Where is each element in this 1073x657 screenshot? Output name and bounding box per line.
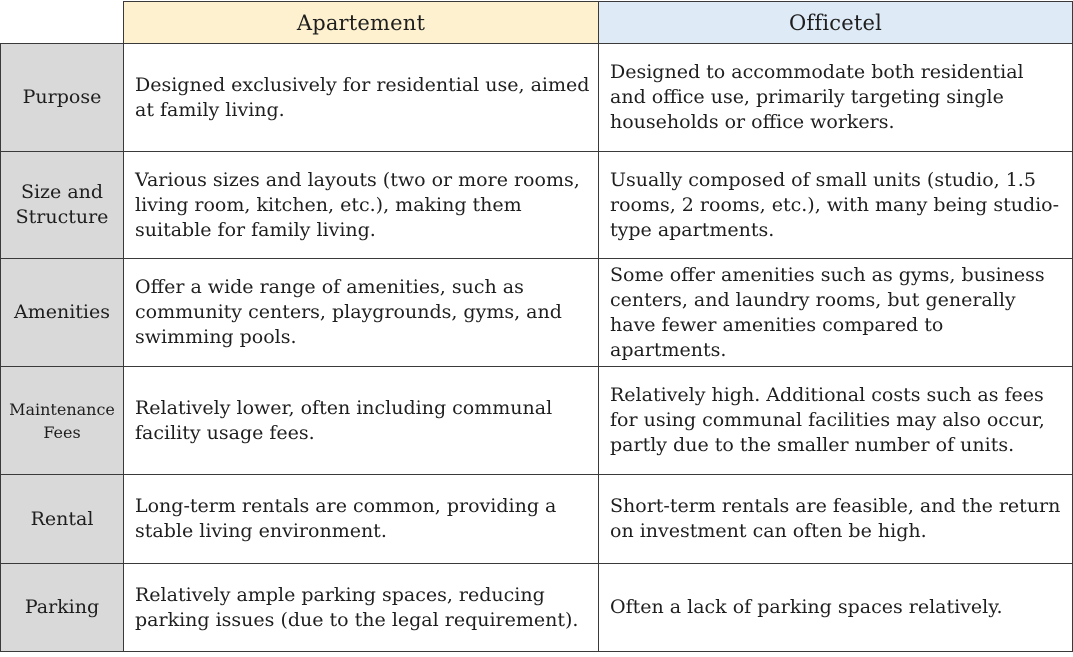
row-label-parking: Parking <box>1 564 124 652</box>
apartment-cell: Relatively lower, often including communal facility usage fees. <box>124 367 599 475</box>
table-row <box>1 44 1073 152</box>
officetel-cell: Often a lack of parking spaces relatively. <box>599 564 1073 652</box>
column-header-officetel: Officetel <box>599 2 1073 44</box>
row-label-size-and-structure <box>1 152 124 259</box>
corner-cell <box>1 2 124 44</box>
table-row <box>1 367 1073 475</box>
officetel-cell: Some offer amenities such as gyms, business centers, and laundry rooms, but generally have fewer amenities compared to apartments. <box>599 259 1073 367</box>
row-label-purpose: Purpose <box>1 44 124 152</box>
officetel-cell: Relatively high. Additional costs such as fees for using communal facilities may also occur, partly due to the smaller number of units. <box>599 367 1073 475</box>
table-row <box>1 259 1073 367</box>
row-label-amenities: Amenities <box>1 259 124 367</box>
column-header-apartment: Apartement <box>124 2 599 44</box>
officetel-cell: Short-term rentals are feasible, and the return on investment can often be high. <box>599 475 1073 564</box>
row-label-line: Maintenance Fees <box>9 399 115 442</box>
table-row <box>1 475 1073 564</box>
officetel-cell: Usually composed of small units (studio, 1.5 rooms, 2 rooms, etc.), with many being studio-type apartments. <box>599 152 1073 259</box>
apartment-cell: Various sizes and layouts (two or more rooms, living room, kitchen, etc.), making them suitable for family living. <box>124 152 599 259</box>
apartment-cell: Relatively ample parking spaces, reducing parking issues (due to the legal requirement). <box>124 564 599 652</box>
row-label-line: Size and Structure <box>15 181 109 228</box>
row-label-maintenance-fees <box>1 367 124 475</box>
apartment-cell: Long-term rentals are common, providing a stable living environment. <box>124 475 599 564</box>
table-row <box>1 152 1073 259</box>
officetel-cell: Designed to accommodate both residential and office use, primarily targeting single households or office workers. <box>599 44 1073 152</box>
apartment-cell: Designed exclusively for residential use, aimed at family living. <box>124 44 599 152</box>
table-row <box>1 564 1073 652</box>
apartment-cell: Offer a wide range of amenities, such as community centers, playgrounds, gyms, and swimming pools. <box>124 259 599 367</box>
header-row <box>1 2 1073 44</box>
comparison-table <box>0 1 1073 652</box>
row-label-rental: Rental <box>1 475 124 564</box>
